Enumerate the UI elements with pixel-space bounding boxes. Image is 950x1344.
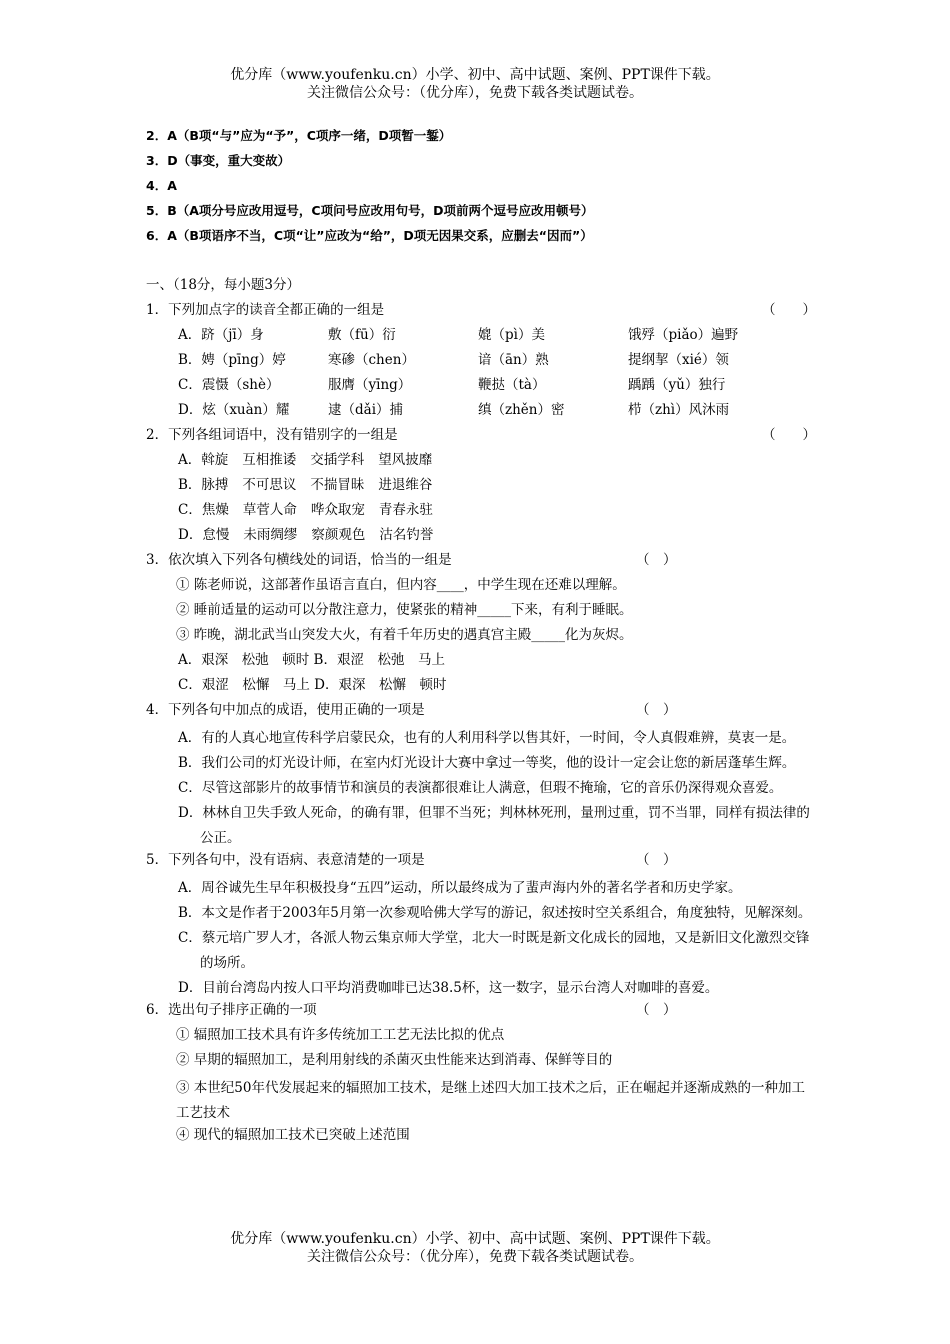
sentence-item: ① 陈老师说，这部著作虽语言直白，但内容____，中学生现在还难以理解。: [176, 577, 626, 593]
option-cell: 望风披靡: [378, 452, 433, 468]
option-cell: 草菅人命: [242, 502, 297, 518]
option-item: [146, 926, 826, 976]
sentence-item: ④ 现代的辐照加工技术已突破上述范围: [176, 1127, 410, 1143]
option-cell: 敷（fū）衍: [328, 327, 396, 343]
sentence-item: ① 辐照加工技术具有许多传统加工工艺无法比拟的优点: [176, 1027, 505, 1043]
option-cell: 不可思议: [242, 477, 297, 493]
option-text: A．周谷诚先生早年积极投身“五四”运动，所以最终成为了蜚声海内外的著名学者和历史学家。: [178, 880, 742, 896]
option-cell: 鞭挞（tà）: [478, 377, 546, 393]
answer-paren: （ ）: [636, 1002, 677, 1018]
option-text: C．蔡元培广罗人才，各派人物云集京师大学堂，北大一时既是新文化成长的园地，又是新旧文化激烈交锋的场所。: [178, 930, 810, 971]
option-cell: 踽踽（yǔ）独行: [628, 377, 726, 393]
option-cell: 逮（dǎi）捕: [328, 402, 404, 418]
option-row: [146, 476, 826, 501]
option-cell: 不揣冒昧: [310, 477, 365, 493]
option-cell: 服膺（yīng）: [328, 377, 412, 393]
question-stem: 6．选出句子排序正确的一项: [146, 1002, 317, 1018]
option-item: [146, 776, 826, 801]
option-cell: 察颜观色: [311, 527, 366, 543]
option-text: D．林林自卫失手致人死命，的确有罪，但罪不当死；判林林死刑，量刑过重，罚不当罪，同样有损法律的公正。: [178, 805, 810, 846]
footer-line-1: 优分库（www.youfenku.cn）小学、初中、高中试题、案例、PPT课件下载。: [230, 1231, 720, 1247]
option-item: [146, 751, 826, 776]
sentence-item: ② 睡前适量的运动可以分散注意力，使紧张的精神_____下来，有利于睡眠。: [176, 602, 633, 618]
page-header: [0, 66, 950, 102]
option-text: A．有的人真心地宣传科学启蒙民众，也有的人利用科学以售其奸，一时间，令人真假难辨，莫衷一是。: [178, 730, 796, 746]
question-stem: 3．依次填入下列各句横线处的词语，恰当的一组是: [146, 552, 452, 568]
question-stem: 4．下列各句中加点的成语，使用正确的一项是: [146, 702, 425, 718]
option-cell: 谙（ān）熟: [478, 352, 549, 368]
option-cell: 媲（pì）美: [478, 327, 545, 343]
option-cell: 互相推诿: [242, 452, 297, 468]
option-cell: 哗众取宠: [310, 502, 365, 518]
answer-paren: （ ）: [762, 302, 816, 318]
option-cell: A．斡旋: [178, 452, 229, 468]
sentence-item: [146, 1076, 826, 1126]
question-stem: 2．下列各组词语中，没有错别字的一组是: [146, 427, 398, 443]
option-cell: 饿殍（piǎo）遍野: [628, 327, 739, 343]
question-5: [146, 851, 826, 876]
answer-line: 6．A（B项语序不当，C项“让”应改为“给”，D项无因果交系，应删去“因而”）: [146, 228, 593, 243]
header-line-2: 关注微信公众号：（优分库），免费下载各类试题试卷。: [307, 85, 643, 101]
answer-line: 3．D（事变，重大变故）: [146, 153, 291, 168]
answer-paren: （ ）: [762, 427, 816, 443]
option-item: [146, 726, 826, 751]
section-title: 一、（18分，每小题3分）: [146, 277, 301, 293]
option-row: C．艰涩 松懈 马上 D．艰深 松懈 顿时: [178, 677, 447, 693]
option-text: B．我们公司的灯光设计师，在室内灯光设计大赛中拿过一等奖，他的设计一定会让您的新居蓬荜生辉。: [178, 755, 796, 771]
answer-key: [146, 127, 593, 252]
answer-paren: （ ）: [636, 552, 677, 568]
option-cell: D．炫（xuàn）耀: [178, 402, 290, 418]
page-footer: [0, 1230, 950, 1266]
option-cell: 寒碜（chen）: [328, 352, 415, 368]
option-row: [146, 526, 826, 551]
option-cell: B．脉搏: [178, 477, 229, 493]
option-row: [146, 376, 826, 401]
footer-line-2: 关注微信公众号：（优分库），免费下载各类试题试卷。: [307, 1249, 643, 1265]
option-item: [146, 801, 826, 851]
option-text: D．目前台湾岛内按人口平均消费咖啡已达38.5杯，这一数字，显示台湾人对咖啡的喜爱。: [178, 980, 719, 996]
option-cell: 交插学科: [310, 452, 365, 468]
option-item: [146, 901, 826, 926]
question-1: [146, 301, 826, 326]
question-stem: 5．下列各句中，没有语病、表意清楚的一项是: [146, 852, 425, 868]
option-cell: C．震慑（shè）: [178, 377, 280, 393]
option-text: B．本文是作者于2003年5月第一次参观哈佛大学写的游记，叙述按时空关系组合，角度独特，见解深刻。: [178, 905, 812, 921]
option-cell: 栉（zhì）风沐雨: [628, 402, 730, 418]
question-2: [146, 426, 826, 451]
option-item: [146, 976, 826, 1001]
option-cell: 提纲挈（xié）领: [628, 352, 729, 368]
question-6: [146, 1001, 826, 1026]
header-line-1: 优分库（www.youfenku.cn）小学、初中、高中试题、案例、PPT课件下载。: [230, 67, 720, 83]
option-item: [146, 876, 826, 901]
option-cell: 未雨绸缪: [243, 527, 298, 543]
exam-section: [146, 276, 826, 1151]
answer-line: 5．B（A项分号应改用逗号，C项问号应改用句号，D项前两个逗号应改用顿号）: [146, 203, 594, 218]
option-cell: 进退维谷: [378, 477, 433, 493]
question-3: [146, 551, 826, 576]
option-cell: C．焦燥: [178, 502, 229, 518]
option-text: C．尽管这部影片的故事情节和演员的表演都很难让人满意，但瑕不掩瑜，它的音乐仍深得观众喜爱。: [178, 780, 783, 796]
sentence-text: ③ 本世纪50年代发展起来的辐照加工技术，是继上述四大加工技术之后，正在崛起并逐渐成熟的一种加工工艺技术: [176, 1080, 805, 1121]
answer-line: 2．A（B项“与”应为“予”，C项序一绪，D项暂一錾）: [146, 128, 452, 143]
answer-paren: （ ）: [636, 702, 677, 718]
option-row: [146, 451, 826, 476]
option-cell: A．跻（jī）身: [178, 327, 264, 343]
option-row: [146, 326, 826, 351]
sentence-item: ② 早期的辐照加工，是利用射线的杀菌灭虫性能来达到消毒、保鲜等目的: [176, 1052, 613, 1068]
option-row: [146, 401, 826, 426]
answer-paren: （ ）: [636, 852, 677, 868]
option-cell: D．怠慢: [178, 527, 230, 543]
option-row: A．艰深 松弛 顿时 B．艰涩 松弛 马上: [178, 652, 445, 668]
option-cell: B．娉（pīng）婷: [178, 352, 286, 368]
question-4: [146, 701, 826, 726]
answer-line: 4．A: [146, 178, 177, 193]
sentence-item: ③ 昨晚，湖北武当山突发大火，有着千年历史的遇真宫主殿_____化为灰烬。: [176, 627, 633, 643]
option-cell: 沽名钓誉: [379, 527, 434, 543]
option-cell: 青春永驻: [378, 502, 433, 518]
option-row: [146, 501, 826, 526]
question-stem: 1．下列加点字的读音全都正确的一组是: [146, 302, 385, 318]
option-row: [146, 351, 826, 376]
option-cell: 缜（zhěn）密: [478, 402, 565, 418]
